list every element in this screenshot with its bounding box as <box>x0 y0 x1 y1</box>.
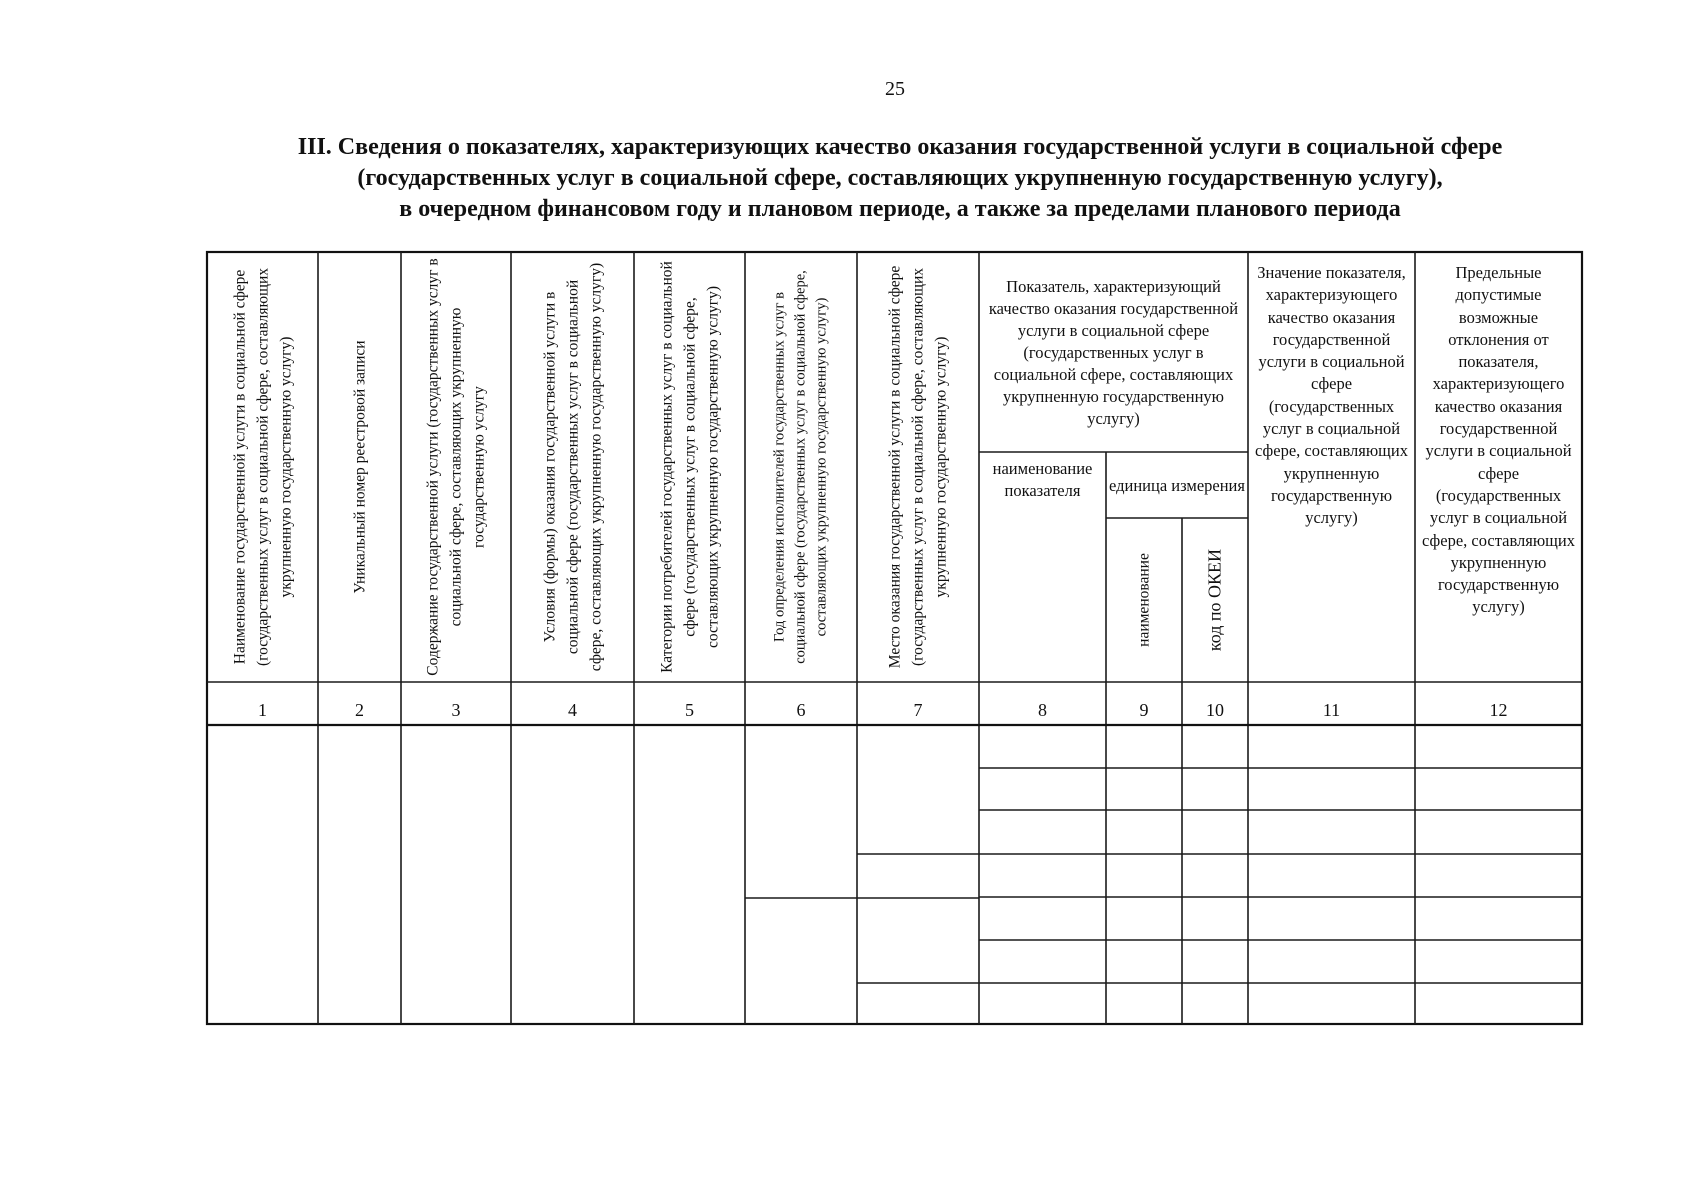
column-number: 2 <box>355 699 364 720</box>
column-number: 3 <box>451 699 461 720</box>
column-number: 9 <box>1139 699 1149 720</box>
title-line-3: в очередном финансовом году и плановом периоде, а также за пределами планового периода <box>399 196 1401 222</box>
header-col5-cell <box>634 252 745 682</box>
header-col6-cell <box>745 252 857 682</box>
header-col8: наименование показателя <box>992 459 1093 500</box>
header-unit-group: единица измерения <box>1109 476 1245 495</box>
header-group-indicator: Показатель, характеризующий качество оказания государственной услуги в социальной сфере (государственных услуг в социальной сфере, составляющих укрупненную государственную услугу) <box>988 277 1239 428</box>
header-col9: наименование <box>1135 553 1153 647</box>
header-col1: Наименование государственной услуги в социальной сфере (государственных услуг в социальной сфере, составляющих укрупненную государственную услугу) <box>231 267 294 667</box>
header-col11: Значение показателя, характеризующего качество оказания государственной услуги в социальной сфере (государственных услуг в социальной сфере, составляющих укрупненную государственную услугу) <box>1255 263 1408 528</box>
header-col7-cell <box>857 252 979 682</box>
header-col12: Предельные допустимые возможные отклонения от показателя, характеризующего качество оказания государственной услуги в социальной сфере (государственных услуг в социальной сфере, составляющих укрупненную государственную услугу) <box>1422 263 1575 617</box>
column-number: 8 <box>1038 699 1047 720</box>
column-number: 1 <box>258 699 267 720</box>
column-number: 12 <box>1489 699 1508 720</box>
header-col3: Содержание государственной услуги (государственных услуг в социальной сфере, составляющих укрупненную государственную услугу <box>424 258 488 676</box>
title-line-2: (государственных услуг в социальной сфере, составляющих укрупненную государственную услугу), <box>357 165 1443 191</box>
column-number: 4 <box>568 699 577 720</box>
header-col7: Место оказания государственной услуги в социальной сфере (государственных услуг в социальной сфере, составляющих укрупненную государственную услугу) <box>886 265 950 669</box>
header-col2: Уникальный номер реестровой записи <box>351 340 368 594</box>
header-col2-cell <box>318 252 401 682</box>
header-col9-cell <box>1106 518 1182 682</box>
column-number: 11 <box>1322 699 1341 720</box>
header-col3-cell <box>401 252 511 682</box>
column-number: 7 <box>913 699 923 720</box>
header-col6: Год определения исполнителей государственных услуг в социальной сфере (государственных услуг в социальной сфере, составляющих укрупненную государственную услугу) <box>771 270 830 664</box>
header-col4: Условия (формы) оказания государственной услуги в социальной сфере (государственных услуг в социальной сфере, составляющих укрупненную государственную услугу) <box>541 262 604 672</box>
header-col4-cell <box>511 252 634 682</box>
header-col1-cell <box>207 252 318 682</box>
title-line-1: III. Сведения о показателях, характеризующих качество оказания государственной услуги в социальной сфере <box>297 134 1503 160</box>
page-number: 25 <box>885 78 905 100</box>
column-number: 6 <box>796 699 806 720</box>
column-number: 10 <box>1206 699 1224 720</box>
header-col10: код по ОКЕИ <box>1204 548 1225 652</box>
column-number: 5 <box>685 699 694 720</box>
header-col5: Категории потребителей государственных услуг в социальной сфере (государственных услуг в социальной сфере, составляющих укрупненную государственную услугу) <box>658 261 721 673</box>
header-col10-cell <box>1182 518 1248 682</box>
